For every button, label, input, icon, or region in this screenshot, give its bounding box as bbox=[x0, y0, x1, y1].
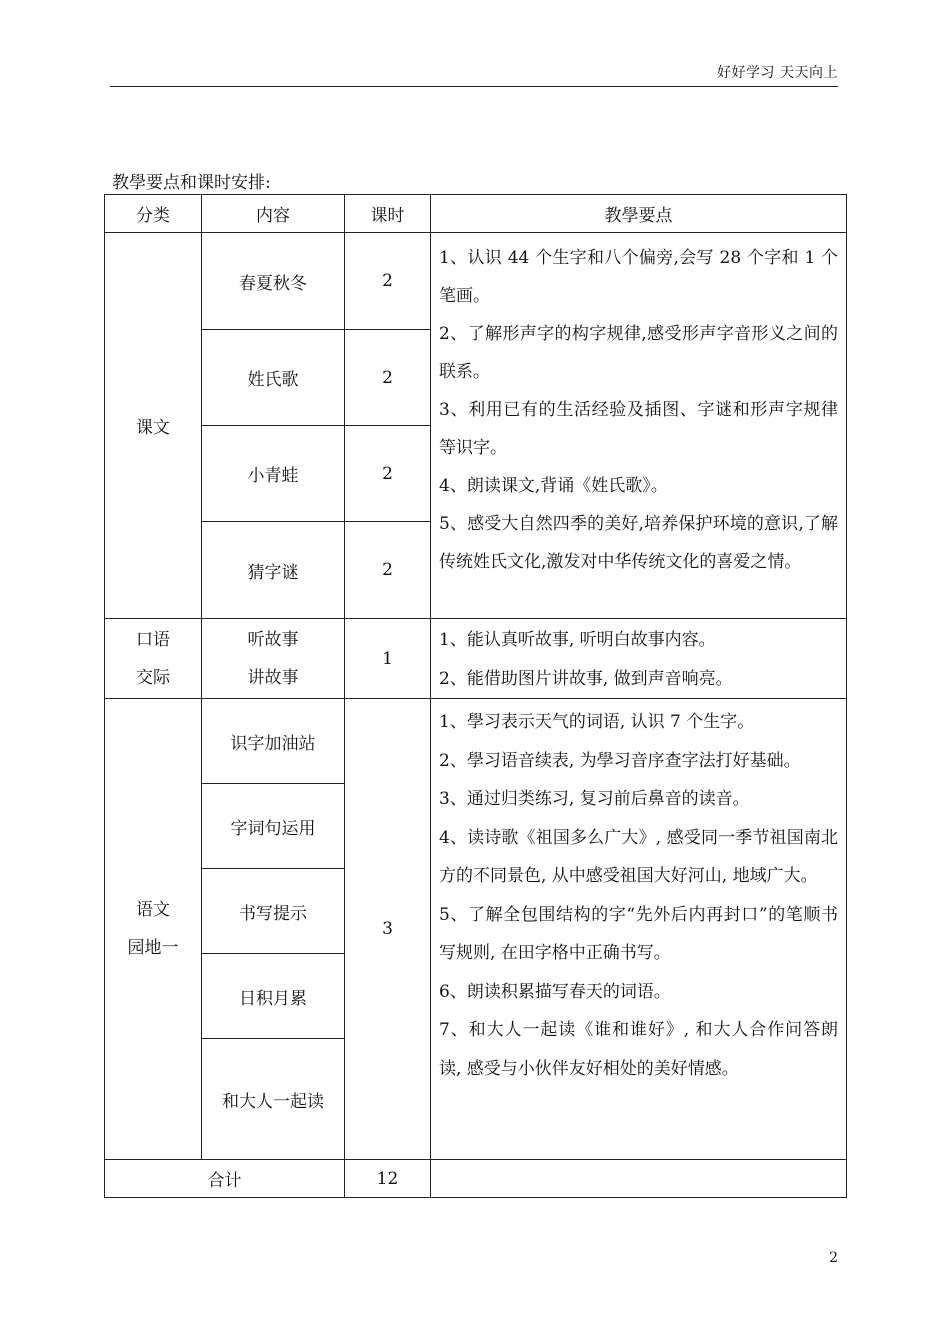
hours-cell: 2 bbox=[345, 426, 431, 522]
point-item: 7、和大人一起读《谁和谁好》, 和大人合作问答朗读, 感受与小伙伴友好相处的美好情感。 bbox=[439, 1020, 838, 1079]
point-item: 2、能借助图片讲故事, 做到声音响亮。 bbox=[439, 668, 733, 689]
content-cell: 猜字谜 bbox=[202, 522, 345, 619]
category-line: 交际 bbox=[136, 667, 170, 688]
total-hours: 12 bbox=[345, 1160, 431, 1198]
category-line: 语文 bbox=[136, 900, 170, 920]
content-cell: 日积月累 bbox=[202, 954, 345, 1039]
point-item: 1、能认真听故事, 听明白故事内容。 bbox=[439, 630, 716, 650]
point-item: 6、朗读积累描写春天的词语。 bbox=[439, 981, 671, 1002]
table-row bbox=[105, 619, 847, 699]
col-header-hours: 课时 bbox=[345, 195, 431, 233]
category-line: 口语 bbox=[136, 629, 170, 650]
total-points-empty bbox=[431, 1160, 847, 1198]
points-cell bbox=[431, 233, 847, 619]
hours-cell: 3 bbox=[345, 699, 431, 1160]
hours-cell: 2 bbox=[345, 522, 431, 619]
content-cell: 字词句运用 bbox=[202, 784, 345, 869]
point-item: 3、利用已有的生活经验及插图、字谜和形声字规律等识字。 bbox=[439, 400, 838, 458]
page-header-text: 好好学习 天天向上 bbox=[717, 65, 838, 81]
point-item: 2、學习语音续表, 为學习音序查字法打好基础。 bbox=[439, 750, 801, 771]
content-line: 听故事 bbox=[247, 629, 299, 650]
section-title: 教學要点和课时安排: bbox=[112, 173, 271, 193]
point-item: 3、通过归类练习, 复习前后鼻音的读音。 bbox=[439, 789, 750, 809]
header-rule bbox=[110, 86, 838, 87]
content-line: 讲故事 bbox=[247, 667, 299, 688]
category-line: 园地一 bbox=[127, 938, 179, 958]
point-item: 1、认识 44 个生字和八个偏旁,会写 28 个字和 1 个笔画。 bbox=[439, 248, 838, 306]
hours-cell: 2 bbox=[345, 233, 431, 330]
category-cell: 课文 bbox=[105, 233, 202, 619]
total-row bbox=[105, 1160, 847, 1198]
table-header-row bbox=[105, 195, 847, 233]
content-cell: 识字加油站 bbox=[202, 699, 345, 784]
point-item: 5、了解全包围结构的字“先外后内再封口”的笔顺书写规则, 在田字格中正确书写。 bbox=[439, 904, 838, 963]
hours-cell: 1 bbox=[345, 619, 431, 699]
col-header-content: 内容 bbox=[202, 195, 345, 233]
content-cell: 姓氏歌 bbox=[202, 330, 345, 426]
point-item: 2、了解形声字的构字规律,感受形声字音形义之间的联系。 bbox=[439, 324, 838, 382]
category-cell bbox=[105, 619, 202, 699]
total-label: 合计 bbox=[105, 1160, 345, 1198]
content-cell: 春夏秋冬 bbox=[202, 233, 345, 330]
page-number: 2 bbox=[829, 1250, 838, 1266]
col-header-points: 教學要点 bbox=[431, 195, 847, 233]
table-row bbox=[105, 699, 847, 784]
content-cell: 和大人一起读 bbox=[202, 1039, 345, 1160]
content-cell: 小青蛙 bbox=[202, 426, 345, 522]
point-item: 5、感受大自然四季的美好,培养保护环境的意识,了解传统姓氏文化,激发对中华传统文化的喜爱之情。 bbox=[439, 514, 838, 572]
hours-cell: 2 bbox=[345, 330, 431, 426]
col-header-category: 分类 bbox=[105, 195, 202, 233]
points-cell bbox=[431, 699, 847, 1160]
point-item: 4、朗读课文,背诵《姓氏歌》。 bbox=[439, 476, 668, 496]
point-item: 1、學习表示天气的词语, 认识 7 个生字。 bbox=[439, 712, 755, 732]
content-cell: 书写提示 bbox=[202, 869, 345, 954]
teaching-schedule-table bbox=[104, 194, 847, 1198]
category-cell bbox=[105, 699, 202, 1160]
point-item: 4、读诗歌《祖国多么广大》, 感受同一季节祖国南北方的不同景色, 从中感受祖国大好河山, 地域广大。 bbox=[439, 827, 838, 886]
points-cell bbox=[431, 619, 847, 699]
content-cell bbox=[202, 619, 345, 699]
table-row bbox=[105, 233, 847, 330]
